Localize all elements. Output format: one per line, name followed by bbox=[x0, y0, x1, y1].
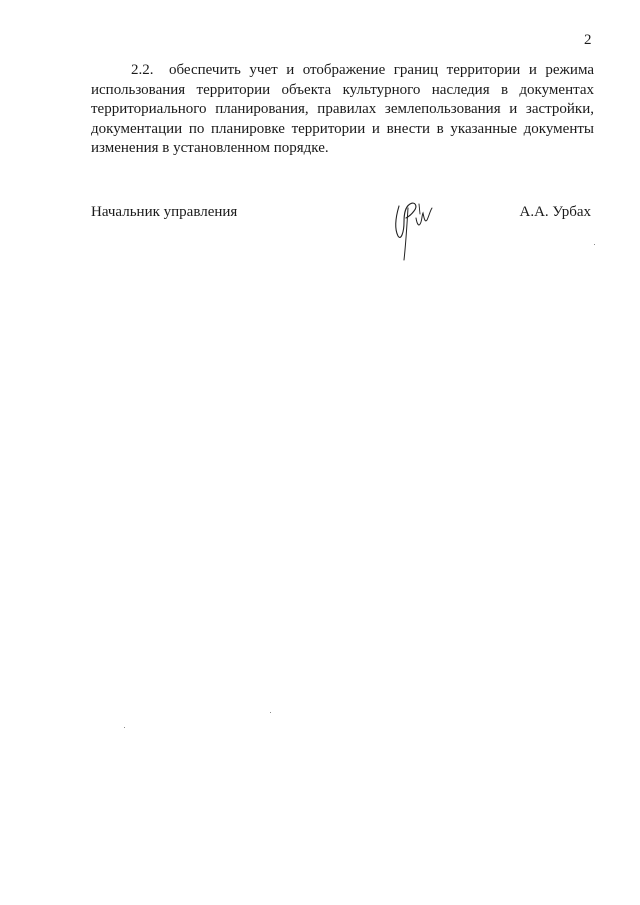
paragraph-2-2 bbox=[91, 61, 594, 159]
page-number: 2 bbox=[584, 32, 592, 48]
paragraph-line: использования территории объекта культурного наследия в документах bbox=[91, 81, 594, 98]
scan-speck bbox=[270, 712, 271, 713]
paragraph-line: изменения в установленном порядке. bbox=[91, 140, 329, 156]
signer-name: А.А. Урбах bbox=[519, 204, 591, 220]
paragraph-line bbox=[91, 61, 594, 81]
scan-speck bbox=[124, 727, 125, 728]
signer-position: Начальник управления bbox=[91, 204, 238, 220]
handwritten-signature bbox=[389, 192, 439, 264]
paragraph-text: обеспечить учет и отображение границ территории и режима bbox=[169, 62, 594, 78]
paragraph-number: 2.2. bbox=[131, 62, 154, 78]
signature-block bbox=[91, 203, 594, 263]
scan-speck bbox=[594, 244, 595, 245]
paragraph-line: территориального планирования, правилах землепользования и застройки, bbox=[91, 101, 594, 117]
paragraph-line: документации по планировке территории и внести в указанные документы bbox=[91, 120, 594, 137]
